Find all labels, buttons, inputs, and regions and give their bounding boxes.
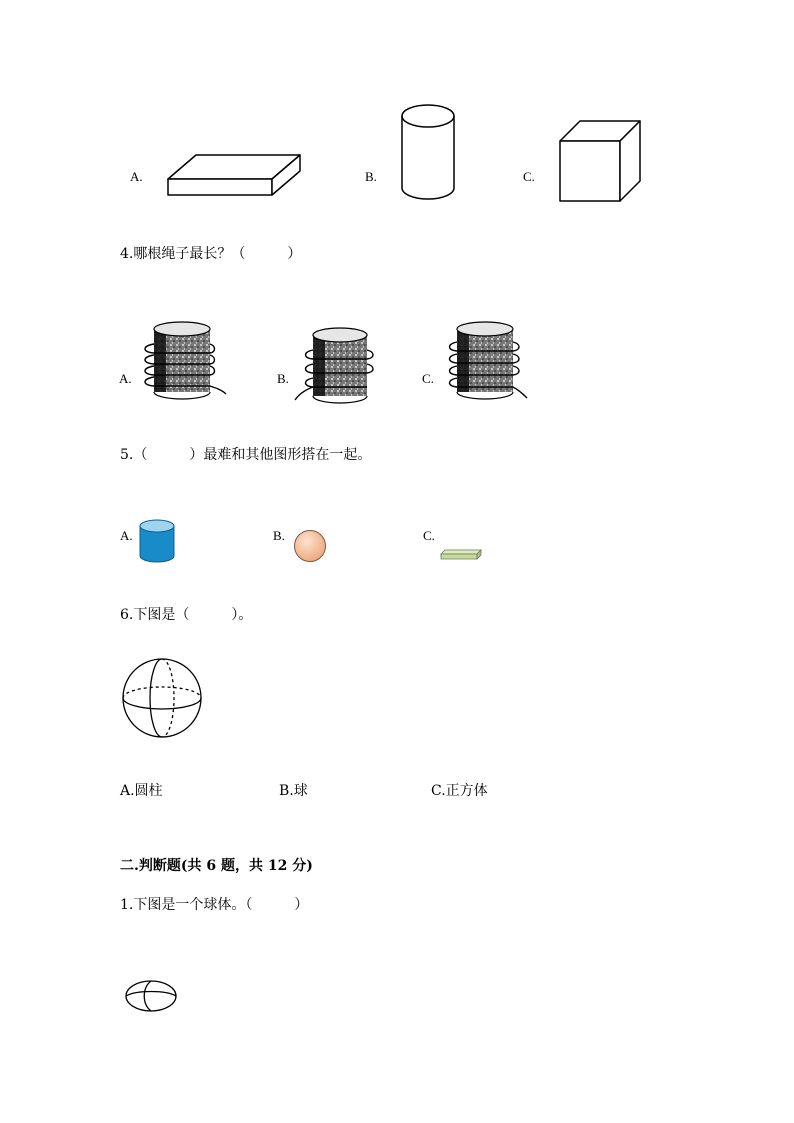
q4-option-c-label: C.	[422, 371, 434, 386]
cylinder-top-ellipse	[402, 105, 454, 127]
q5-option-c-label: C.	[423, 528, 435, 543]
sphere-figure	[120, 657, 204, 739]
q3-option-b-label: B.	[365, 169, 377, 184]
cylinder-figure	[399, 102, 459, 202]
q6-option-a: A.圆柱	[120, 783, 163, 799]
q4-question: 4.哪根绳子最长？（ ）	[120, 246, 302, 262]
q6-option-b: B.球	[279, 783, 308, 799]
q5-option-a-label: A.	[120, 528, 133, 543]
q6-option-c: C.正方体	[431, 783, 488, 799]
s2-q1-question: 1.下图是一个球体。（ ）	[120, 897, 309, 913]
q5-option-b-label: B.	[273, 528, 285, 543]
q3-option-a-label: A.	[130, 169, 143, 184]
rectangular-prism-figure	[166, 153, 302, 197]
rope-cylinder-c-figure	[443, 320, 531, 402]
ball-figure	[293, 529, 327, 563]
cube-front-face	[560, 141, 620, 201]
flat-prism-figure	[440, 549, 482, 561]
rope-cylinder-b-figure	[295, 324, 381, 402]
ellipsoid-figure	[124, 978, 178, 1014]
prism-front-face	[168, 179, 272, 195]
q4-option-a-label: A.	[119, 371, 132, 386]
cube-figure	[558, 119, 642, 205]
q4-option-b-label: B.	[277, 371, 289, 386]
blue-cylinder-figure	[139, 518, 175, 564]
q3-option-c-label: C.	[523, 169, 535, 184]
q5-question: 5.（ ）最难和其他图形搭在一起。	[120, 447, 372, 463]
q6-question: 6.下图是（ ）。	[120, 607, 253, 623]
section-2-title: 二.判断题(共 6 题，共 12 分)	[120, 858, 313, 874]
rope-cylinder-a-figure	[140, 320, 230, 402]
